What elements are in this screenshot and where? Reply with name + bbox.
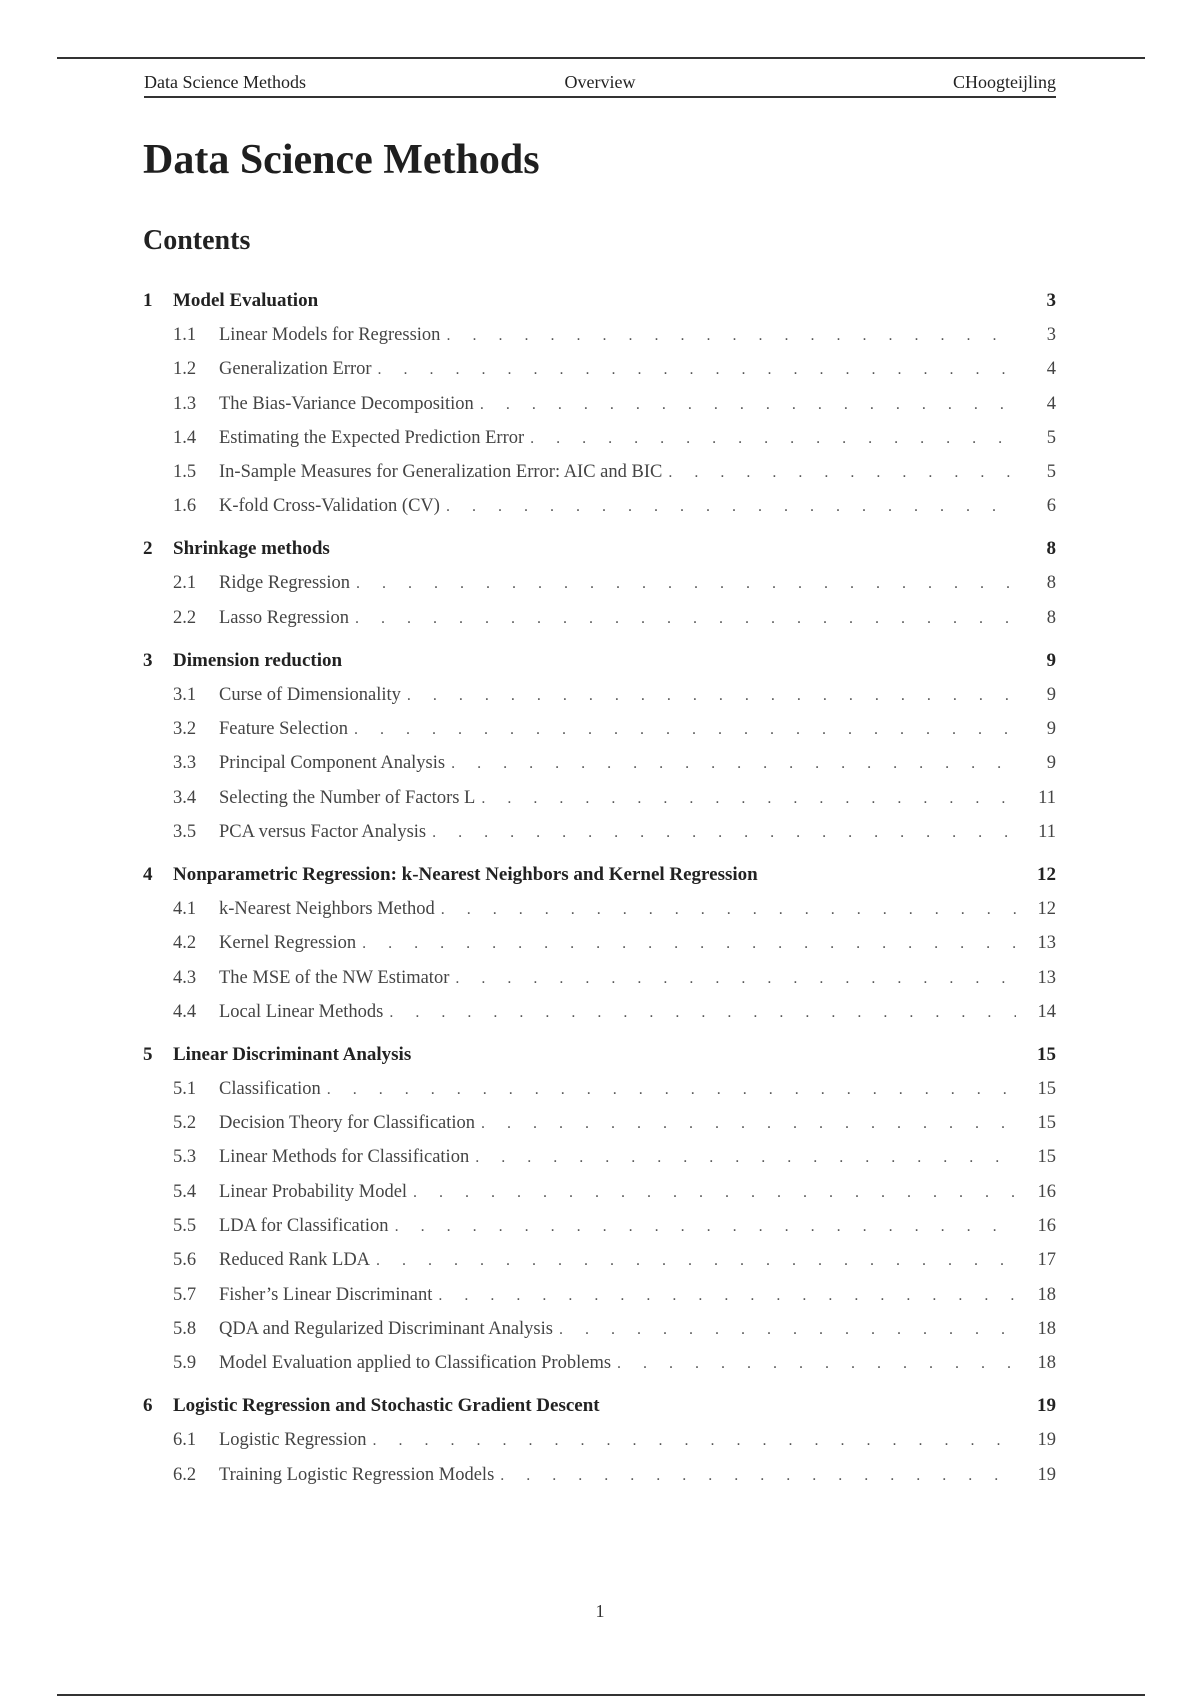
toc-subsection-title: Lasso Regression [219,605,355,631]
toc-section [143,288,1056,519]
toc-subsection-page: 12 [1037,898,1056,919]
toc-subsection-title: PCA versus Factor Analysis [219,819,432,845]
toc-subsection-page: 4 [1046,393,1056,414]
toc-subsection-title: Model Evaluation applied to Classification Problems [219,1350,617,1376]
toc-subsection-page: 9 [1046,753,1056,774]
toc-subsection-title: Generalization Error [219,356,378,382]
toc-subsection-page: 13 [1037,967,1056,988]
header-center: Overview [564,72,636,92]
toc-subsection-number: 1.1 [173,325,197,345]
toc-dot-leader [376,1248,1016,1273]
toc-subsection-number: 4.4 [173,1001,197,1022]
toc-subsection-number: 4.3 [173,967,197,988]
table-of-contents [143,288,1056,1505]
toc-subsection-page: 18 [1037,1318,1056,1339]
toc-subsection-number: 5.7 [173,1284,197,1305]
toc-subsection-entry[interactable] [143,356,1056,382]
toc-subsection-entry[interactable] [143,750,1056,776]
toc-dot-leader [441,897,1016,922]
bottom-rule [57,1694,1145,1696]
toc-subsection-page: 15 [1037,1113,1056,1134]
toc-dot-leader [407,683,1016,708]
toc-subsection-entry[interactable] [143,1144,1056,1170]
toc-subsection-number: 5.4 [173,1181,197,1202]
toc-subsection-number: 5.5 [173,1216,197,1237]
toc-subsection-number: 6.2 [173,1464,197,1485]
toc-section-page: 12 [1037,863,1056,885]
toc-section-page: 3 [1046,290,1056,311]
document-title: Data Science Methods [143,137,540,183]
toc-dot-leader [438,1283,1016,1308]
toc-subsection-entry[interactable] [143,1247,1056,1273]
toc-subsection-number: 4.1 [173,898,197,919]
toc-subsection-number: 3.3 [173,753,197,774]
toc-section [143,862,1056,1025]
toc-subsection-title: In-Sample Measures for Generalization Error: AIC and BIC [219,459,668,485]
toc-subsection-entry[interactable] [143,493,1056,519]
toc-subsection-title: Linear Probability Model [219,1179,413,1205]
toc-subsection-title: k-Nearest Neighbors Method [219,896,441,922]
toc-subsection-title: Fisher’s Linear Discriminant [219,1282,438,1308]
toc-subsection-entry[interactable] [143,1076,1056,1102]
toc-subsection-title: Decision Theory for Classification [219,1110,481,1136]
toc-subsection-title: The MSE of the NW Estimator [219,965,455,991]
toc-subsection-page: 15 [1037,1078,1056,1099]
toc-subsection-entry[interactable] [143,1350,1056,1376]
toc-subsection-page: 16 [1037,1216,1056,1237]
toc-subsection-title: Estimating the Expected Prediction Error [219,425,530,451]
toc-subsection-title: Curse of Dimensionality [219,682,407,708]
toc-subsection-number: 3.5 [173,821,197,842]
toc-subsection-number: 3.2 [173,719,197,740]
toc-dot-leader [432,820,1016,845]
toc-subsection-entry[interactable] [143,605,1056,631]
toc-subsection-entry[interactable] [143,1282,1056,1308]
toc-subsection-entry[interactable] [143,1110,1056,1136]
toc-section-entry[interactable] [143,536,1056,562]
toc-dot-leader [327,1077,1016,1102]
toc-subsection-page: 15 [1037,1147,1056,1168]
toc-subsection-page: 8 [1046,607,1056,628]
toc-subsection-page: 18 [1037,1353,1056,1374]
toc-subsection-title: Classification [219,1076,327,1102]
toc-dot-leader [446,323,1016,348]
toc-section-entry[interactable] [143,862,1056,888]
toc-subsection-page: 17 [1037,1250,1056,1271]
toc-subsection-page: 11 [1038,821,1056,842]
toc-section-number: 3 [143,649,153,671]
toc-section-page: 8 [1046,538,1056,560]
toc-subsection-entry[interactable] [143,999,1056,1025]
toc-subsection-title: Ridge Regression [219,570,356,596]
toc-subsection-entry[interactable] [143,322,1056,348]
toc-subsection-number: 2.1 [173,573,197,594]
toc-subsection-entry[interactable] [143,930,1056,956]
toc-section-entry[interactable] [143,648,1056,674]
toc-subsection-page: 5 [1046,427,1056,448]
toc-subsection-page: 6 [1046,496,1056,517]
toc-subsection-title: The Bias-Variance Decomposition [219,391,480,417]
toc-subsection-page: 19 [1037,1464,1056,1485]
toc-section-title: Nonparametric Regression: k-Nearest Neighbors and Kernel Regression [173,863,758,885]
toc-section-number: 2 [143,538,153,560]
toc-dot-leader [668,460,1016,485]
toc-subsection-title: Kernel Regression [219,930,362,956]
toc-subsection-entry[interactable] [143,896,1056,922]
toc-subsection-page: 5 [1046,462,1056,483]
toc-section-page: 19 [1037,1395,1056,1417]
toc-subsection-page: 8 [1046,573,1056,594]
toc-subsection-page: 18 [1037,1284,1056,1305]
toc-subsection-entry[interactable] [143,785,1056,811]
toc-subsection-entry[interactable] [143,1179,1056,1205]
toc-section-title: Model Evaluation [173,290,319,311]
toc-subsection-title: Reduced Rank LDA [219,1247,376,1273]
toc-dot-leader [475,1145,1016,1170]
toc-subsection-title: LDA for Classification [219,1213,395,1239]
toc-subsection-entry[interactable] [143,425,1056,451]
toc-section [143,648,1056,845]
toc-subsection-entry[interactable] [143,1462,1056,1488]
toc-subsection-number: 1.3 [173,393,197,414]
toc-dot-leader [389,1000,1016,1025]
toc-subsection-number: 1.4 [173,427,197,448]
toc-subsection-number: 4.2 [173,933,197,954]
toc-section-entry[interactable] [143,1393,1056,1419]
toc-subsection-title: K-fold Cross-Validation (CV) [219,493,446,519]
toc-section [143,1393,1056,1487]
toc-section-entry[interactable] [143,1042,1056,1068]
toc-section-entry[interactable] [143,288,1056,314]
toc-subsection-title: Logistic Regression [219,1427,372,1453]
toc-dot-leader [455,966,1016,991]
toc-subsection-number: 1.2 [173,359,197,380]
toc-subsection-number: 5.9 [173,1353,197,1374]
header-right: CHoogteijling [953,72,1056,92]
toc-subsection-page: 4 [1046,359,1056,380]
toc-subsection-entry[interactable] [143,965,1056,991]
toc-subsection-number: 1.5 [173,462,197,483]
toc-section-number: 4 [143,863,153,885]
toc-subsection-entry[interactable] [143,570,1056,596]
toc-subsection-entry[interactable] [143,391,1056,417]
toc-subsection-page: 11 [1038,787,1056,808]
toc-subsection-page: 9 [1046,684,1056,705]
toc-subsection-number: 5.6 [173,1250,197,1271]
running-header [144,70,1056,98]
toc-subsection-number: 5.3 [173,1147,197,1168]
toc-subsection-number: 1.6 [173,496,197,517]
toc-dot-leader [617,1351,1016,1376]
toc-subsection-page: 19 [1037,1430,1056,1451]
toc-dot-leader [559,1317,1016,1342]
toc-section-number: 5 [143,1043,153,1065]
toc-section-title: Shrinkage methods [173,538,330,560]
toc-dot-leader [378,357,1016,382]
toc-dot-leader [362,931,1016,956]
toc-dot-leader [446,494,1016,519]
toc-section-page: 15 [1037,1043,1056,1065]
header-left: Data Science Methods [144,72,306,92]
toc-dot-leader [500,1463,1016,1488]
toc-subsection-title: Linear Methods for Classification [219,1144,475,1170]
toc-subsection-number: 3.4 [173,787,197,808]
toc-subsection-page: 14 [1037,1001,1056,1022]
toc-dot-leader [413,1180,1016,1205]
toc-subsection-title: Feature Selection [219,716,354,742]
toc-subsection-entry[interactable] [143,682,1056,708]
toc-subsection-title: Local Linear Methods [219,999,389,1025]
toc-subsection-number: 5.2 [173,1113,197,1134]
toc-section-title: Logistic Regression and Stochastic Gradient Descent [173,1395,600,1417]
toc-subsection-title: Selecting the Number of Factors L [219,785,481,811]
toc-subsection-number: 2.2 [173,607,197,628]
toc-section-title: Dimension reduction [173,649,343,671]
toc-subsection-page: 13 [1037,933,1056,954]
toc-subsection-entry[interactable] [143,1316,1056,1342]
toc-section [143,1042,1056,1376]
toc-dot-leader [355,606,1016,631]
toc-section [143,536,1056,630]
toc-dot-leader [481,1111,1016,1136]
toc-dot-leader [354,717,1016,742]
top-rule [57,57,1145,59]
toc-subsection-title: QDA and Regularized Discriminant Analysis [219,1316,559,1342]
toc-section-number: 1 [143,290,153,311]
toc-dot-leader [481,786,1016,811]
toc-section-number: 6 [143,1395,153,1417]
toc-subsection-entry[interactable] [143,819,1056,845]
toc-subsection-number: 3.1 [173,684,197,705]
toc-dot-leader [451,751,1016,776]
toc-dot-leader [356,571,1016,596]
toc-subsection-entry[interactable] [143,1427,1056,1453]
toc-subsection-title: Linear Models for Regression [219,322,446,348]
toc-section-title: Linear Discriminant Analysis [173,1043,412,1065]
toc-subsection-number: 5.1 [173,1078,197,1099]
toc-subsection-number: 6.1 [173,1430,197,1451]
toc-dot-leader [372,1428,1016,1453]
toc-dot-leader [395,1214,1016,1239]
toc-section-page: 9 [1046,649,1056,671]
toc-subsection-title: Principal Component Analysis [219,750,451,776]
toc-subsection-page: 9 [1046,719,1056,740]
toc-subsection-page: 3 [1046,325,1056,345]
contents-heading: Contents [143,225,251,256]
toc-dot-leader [480,392,1016,417]
toc-subsection-title: Training Logistic Regression Models [219,1462,500,1488]
toc-subsection-entry[interactable] [143,1213,1056,1239]
toc-subsection-entry[interactable] [143,716,1056,742]
toc-subsection-page: 16 [1037,1181,1056,1202]
toc-dot-leader [530,426,1016,451]
toc-subsection-entry[interactable] [143,459,1056,485]
toc-subsection-number: 5.8 [173,1318,197,1339]
page-number: 1 [595,1601,605,1621]
